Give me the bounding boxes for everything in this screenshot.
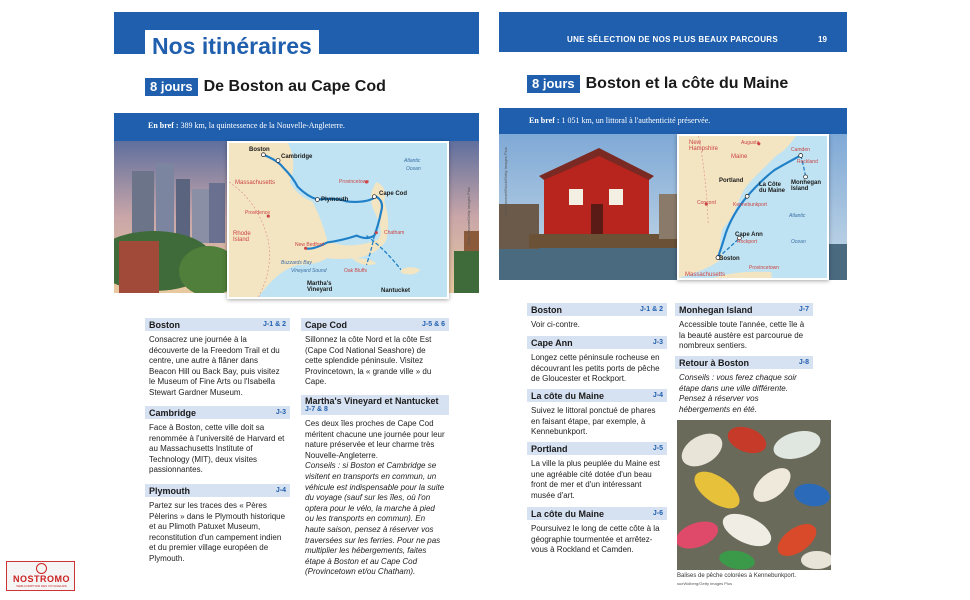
- stop-days: J-8: [798, 359, 809, 366]
- map-label-boston: Boston: [249, 147, 270, 153]
- summary-label: En bref :: [529, 116, 560, 125]
- stop-header: [527, 507, 667, 520]
- stop-days: J-5: [652, 445, 663, 452]
- stop-header: [527, 303, 667, 316]
- route-name: Boston et la côte du Maine: [585, 75, 789, 92]
- map-label-maine: Maine: [731, 154, 748, 160]
- stop-days: J-6: [652, 510, 663, 517]
- photo-credit: SeanPavone/iStock/Getty Images Plus: [503, 147, 508, 216]
- logo-name: NOSTROMO: [13, 574, 70, 584]
- stop-header: [301, 318, 449, 331]
- running-head: UNE SÉLECTION DE NOS PLUS BEAUX PARCOURS: [567, 35, 778, 44]
- route-map: [227, 141, 449, 299]
- days-badge: 8 jours: [145, 78, 198, 96]
- map-label-cambridge: Cambridge: [281, 154, 313, 160]
- stop-days: J-3: [652, 339, 663, 346]
- stop-name: Martha's Vineyard et Nantucket: [305, 396, 439, 406]
- stop-boston: [527, 303, 667, 331]
- stop-name: Cape Ann: [531, 337, 573, 348]
- stop-boston: [145, 318, 290, 399]
- stop-header: [527, 442, 667, 455]
- map-label-rockport: Rockport: [737, 239, 758, 245]
- stop-text: Longez cette péninsule rocheuse en découvrant les petits ports de pêche de Gloucester et Rockport.: [531, 353, 660, 384]
- stop-text: Sillonnez la côte Nord et la côte Est (Cape Cod National Seashore) de cette splendide péninsule. Visitez Provincetown, la « grande ville » du Cape.: [305, 335, 432, 387]
- stop-header: [145, 406, 290, 419]
- stop-days: J-1 & 2: [263, 321, 286, 328]
- stop-name: Plymouth: [149, 485, 191, 496]
- summary-band: [499, 108, 847, 134]
- globe-icon: [36, 563, 47, 574]
- map-label-massachusetts: Massachusetts: [685, 272, 726, 278]
- map-label-kennebunkport: Kennebunkport: [733, 202, 767, 208]
- map-label-new-bedford: New Bedford: [295, 242, 324, 248]
- stop-days: J-7: [798, 306, 809, 313]
- stop-plymouth: [145, 484, 290, 565]
- route-title: [527, 75, 788, 93]
- stop-marthas-vineyard-nantucket: [301, 395, 449, 578]
- stop-text: Partez sur les traces des « Pères Pèlerins » dans le Plymouth historique et au Plimoth Patuxet Museum, reconstitution d'un campement indien et du premier village européen de Plymouth.: [149, 501, 286, 563]
- right-page: [485, 0, 970, 600]
- map-label-cape-cod: Cape Cod: [379, 191, 408, 197]
- logo-tagline: WEB-COMPTOIR DES VOYAGEURS: [16, 584, 67, 588]
- stop-text: Face à Boston, cette ville doit sa renommée à l'université de Harvard et au Massachusetts Institute of Technology (MIT), deux visites passionnantes.: [149, 423, 285, 475]
- stop-tips: Conseils : si Boston et Cambridge se visitent en transports en commun, un véhicule est indispensable pour la suite du voyage (sauf sur les îles, où l'on optera pour le vélo, la marche à pied ou les transports en commun). En haute saison, pensez à réserver vos traversées sur les ferries. Pour ne pas multiplier les hébergements, faites étape à Boston et au Cape Cod (Provincetown et/ou Chatham).: [305, 461, 445, 577]
- map-label-concord: Concord: [697, 200, 716, 206]
- summary-text: 1 051 km, un littoral à l'authenticité préservée.: [561, 116, 711, 125]
- page-number: 19: [818, 35, 827, 44]
- map-label-monhegan-island: Monhegan Island: [791, 180, 821, 192]
- map-label-atlantic: Atlantic: [404, 158, 421, 164]
- fishing-buoys-photo: [677, 420, 831, 570]
- stop-days: J-1 & 2: [640, 306, 663, 313]
- photo-credit: sueWolberg/Getty Images Plus: [677, 581, 733, 586]
- map-label-rhode-island: Rhode Island: [233, 231, 251, 243]
- nostromo-logo: [6, 561, 75, 591]
- stop-name: Portland: [531, 443, 568, 454]
- route-map: [677, 134, 829, 280]
- stop-retour-boston: [675, 356, 813, 415]
- stop-days: J-4: [652, 392, 663, 399]
- stop-cote-du-maine-2: [527, 507, 667, 556]
- stop-text: Poursuivez le long de cette côte à la géographie tourmentée et arrêtez-vous à Rockland et Camden.: [531, 524, 660, 555]
- map-label-ocean: Ocean: [406, 166, 421, 172]
- summary-label: En bref :: [148, 121, 179, 130]
- route-title: [145, 78, 386, 96]
- stop-days: J-3: [275, 409, 286, 416]
- map-label-provincetown: Provincetown: [339, 179, 370, 185]
- stop-name: Cambridge: [149, 407, 197, 418]
- stop-text: Ces deux îles proches de Cape Cod méritent chacune une journée pour leur nature préservée et leur charme très Nouvelle-Angleterre.: [305, 419, 445, 460]
- section-title: Nos itinéraires: [145, 30, 319, 60]
- photo-caption: Balises de pêche colorées à Kennebunkport.: [677, 573, 797, 579]
- stop-header: [145, 484, 290, 497]
- map-label-camden: Camden: [791, 147, 810, 153]
- stop-text: Suivez le littoral ponctué de phares en faisant étape, par exemple, à Kennebunkport.: [531, 406, 656, 437]
- stop-days: J-4: [275, 487, 286, 494]
- map-label-vineyard-sound: Vineyard Sound: [291, 268, 327, 274]
- days-badge: 8 jours: [527, 75, 580, 93]
- stop-portland: [527, 442, 667, 501]
- stop-name: Boston: [531, 304, 562, 315]
- stop-name: Retour à Boston: [679, 357, 750, 368]
- stop-name: Boston: [149, 319, 180, 330]
- map-label-marthas-vineyard: Martha's Vineyard: [307, 281, 333, 293]
- stop-header: [675, 356, 813, 369]
- route-name: De Boston au Cape Cod: [203, 78, 386, 95]
- map-label-boston: Boston: [719, 256, 740, 262]
- stop-days: J-7 & 8: [305, 406, 328, 413]
- map-label-cape-ann: Cape Ann: [735, 232, 763, 238]
- stop-name: Monhegan Island: [679, 304, 753, 315]
- map-label-atlantic: Atlantic: [789, 213, 806, 219]
- stop-header: [145, 318, 290, 331]
- map-label-oak-bluffs: Oak Bluffs: [344, 268, 367, 274]
- stop-cambridge: [145, 406, 290, 476]
- stop-days: J-5 & 6: [422, 321, 445, 328]
- map-label-buzzards-bay: Buzzards Bay: [281, 260, 312, 266]
- photo-credit: Sean Pavone/Getty Images Plus: [466, 187, 471, 245]
- stop-header: [301, 395, 449, 415]
- stop-text: Consacrez une journée à la découverte de la Freedom Trail et du centre, une autre à flâner dans Beacon Hill ou Back Bay, puis visitez le Museum of Fine Arts ou l'Isabella Stewart Gardner Museum.: [149, 335, 280, 397]
- stop-tips: Conseils : vous ferez chaque soir étape dans une ville différente. Pensez à réserver vos hébergements en été.: [679, 373, 797, 414]
- stop-header: [527, 389, 667, 402]
- stop-header: [527, 336, 667, 349]
- stop-text: Accessible toute l'année, cette île à la beauté austère est parcourue de nombreux sentiers.: [679, 320, 805, 351]
- stop-cote-du-maine-1: [527, 389, 667, 438]
- map-label-new-hampshire: New Hampshire: [689, 140, 719, 152]
- stop-name: Cape Cod: [305, 319, 348, 330]
- map-label-ocean: Ocean: [791, 239, 806, 245]
- stop-text: La ville la plus peuplée du Maine est une agréable cité dotée d'un beau front de mer et d'un intéressant musée d'art.: [531, 459, 660, 500]
- map-label-nantucket: Nantucket: [381, 288, 411, 294]
- map-label-portland: Portland: [719, 178, 744, 184]
- map-label-rockland: Rockland: [797, 159, 818, 165]
- stop-text: Voir ci-contre.: [531, 320, 580, 329]
- map-label-providence: Providence: [245, 210, 271, 216]
- stop-cape-ann: [527, 336, 667, 385]
- stop-monhegan-island: [675, 303, 813, 352]
- stop-cape-cod: [301, 318, 449, 388]
- map-label-provincetown: Provincetown: [749, 265, 780, 271]
- stop-header: [675, 303, 813, 316]
- summary-text: 389 km, la quintessence de la Nouvelle-Angleterre.: [180, 121, 345, 130]
- map-label-la-cote-du-maine: La Côte du Maine: [759, 182, 786, 194]
- summary-band: [114, 113, 479, 141]
- map-label-plymouth: Plymouth: [321, 197, 349, 203]
- map-label-massachusetts: Massachusetts: [235, 180, 276, 186]
- stop-name: La côte du Maine: [531, 508, 605, 519]
- map-label-augusta: Augusta: [741, 140, 760, 146]
- map-label-chatham: Chatham: [384, 230, 405, 236]
- top-band: [499, 12, 847, 52]
- stop-name: La côte du Maine: [531, 390, 605, 401]
